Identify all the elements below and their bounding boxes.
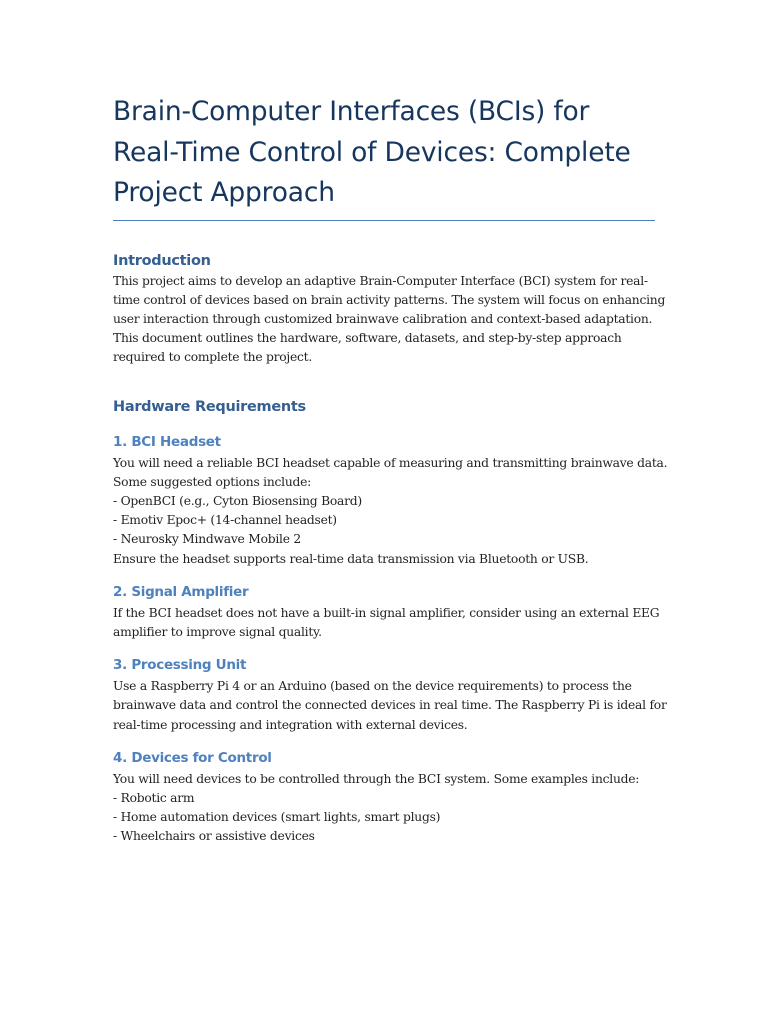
title-line: Real-Time Control of Devices: Complete [113, 136, 631, 168]
bci-headset-heading: 1. BCI Headset [113, 433, 221, 450]
text-line: amplifier to improve signal quality. [113, 624, 322, 639]
text-line: You will need a reliable BCI headset capable of measuring and transmitting brainwave data. [113, 455, 668, 470]
list-item: - Wheelchairs or assistive devices [113, 829, 315, 844]
devices-for-control-paragraph [113, 770, 655, 847]
list-item: - Home automation devices (smart lights, smart plugs) [113, 810, 441, 825]
text-line: You will need devices to be controlled through the BCI system. Some examples include: [113, 771, 640, 786]
signal-amplifier-heading: 2. Signal Amplifier [113, 583, 249, 600]
list-item: - Robotic arm [113, 790, 195, 805]
text-line: required to complete the project. [113, 350, 313, 365]
processing-unit-heading: 3. Processing Unit [113, 657, 247, 674]
text-line: time control of devices based on brain activity patterns. The system will focus on enhancing [113, 292, 666, 307]
introduction-heading: Introduction [113, 252, 211, 269]
text-line: If the BCI headset does not have a built-in signal amplifier, consider using an external EEG [113, 605, 660, 620]
list-item: - OpenBCI (e.g., Cyton Biosensing Board) [113, 493, 362, 508]
text-line: Use a Raspberry Pi 4 or an Arduino (based on the device requirements) to process the [113, 679, 632, 694]
text-line: This project aims to develop an adaptive Brain-Computer Interface (BCI) system for real- [113, 273, 648, 288]
document-title [113, 92, 655, 221]
document-page [113, 92, 668, 847]
text-line: Some suggested options include: [113, 474, 312, 489]
text-line: brainwave data and control the connected devices in real time. The Raspberry Pi is ideal for [113, 698, 667, 713]
list-item: - Emotiv Epoc+ (14-channel headset) [113, 513, 337, 528]
list-item: - Neurosky Mindwave Mobile 2 [113, 532, 301, 547]
signal-amplifier-paragraph [113, 604, 660, 642]
title-line: Brain-Computer Interfaces (BCIs) for [113, 96, 590, 127]
introduction-paragraph [113, 272, 666, 368]
text-line: This document outlines the hardware, software, datasets, and step-by-step approach [113, 331, 622, 346]
text-line: real-time processing and integration with external devices. [113, 717, 468, 732]
text-line: user interaction through customized brainwave calibration and context-based adaptation. [113, 311, 653, 326]
text-line: Ensure the headset supports real-time data transmission via Bluetooth or USB. [113, 551, 589, 566]
title-line: Project Approach [113, 177, 335, 208]
hardware-requirements-heading: Hardware Requirements [113, 398, 306, 415]
bci-headset-paragraph [113, 454, 668, 569]
processing-unit-paragraph [113, 677, 667, 735]
devices-for-control-heading: 4. Devices for Control [113, 749, 272, 766]
